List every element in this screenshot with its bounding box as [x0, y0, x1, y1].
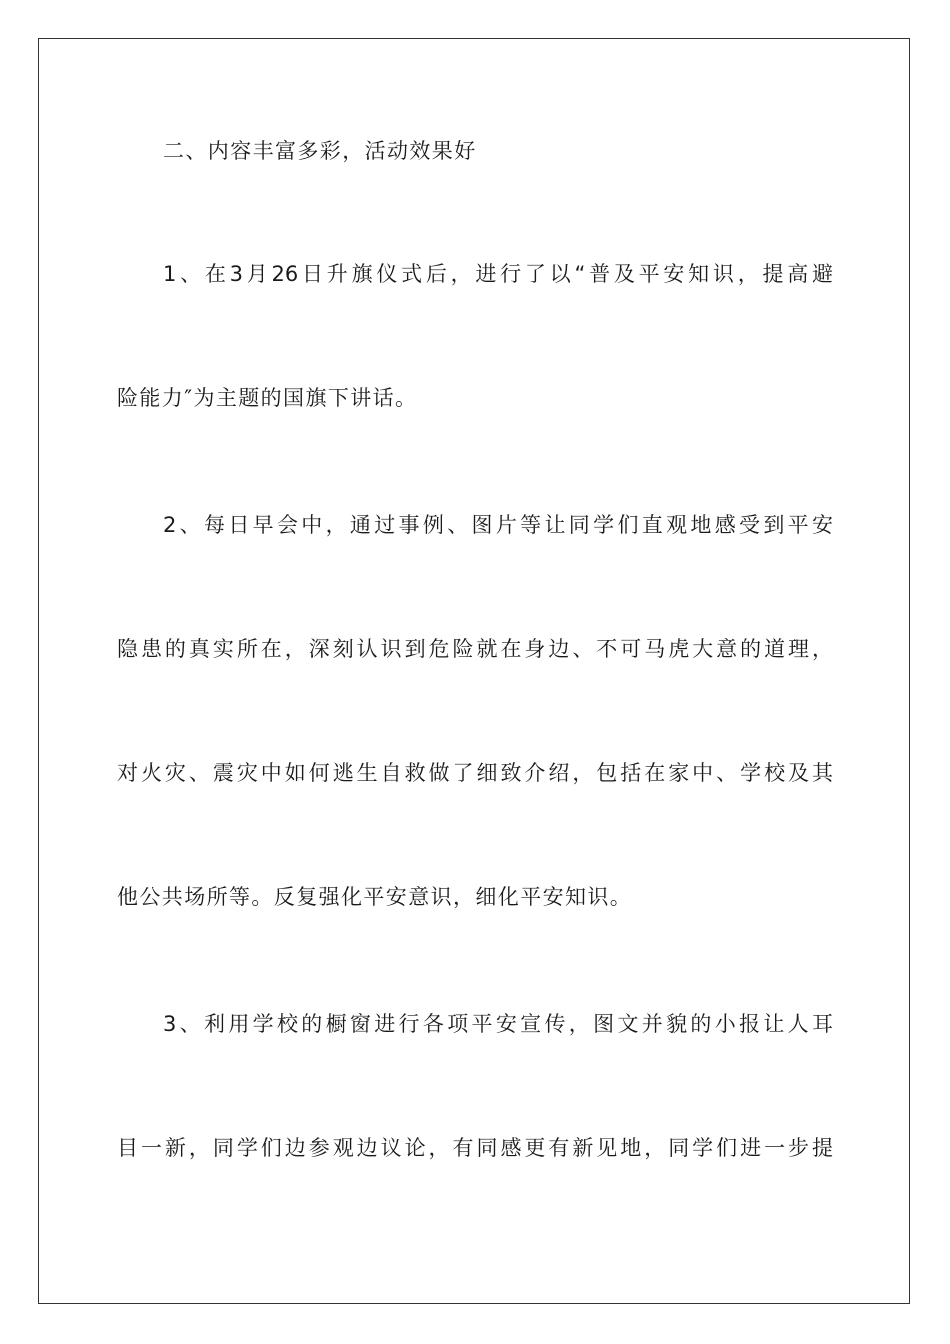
paragraph-2-line-1: 2、每日早会中，通过事例、图片等让同学们直观地感受到平安	[163, 513, 833, 537]
paragraph-1-line-2: 险能力″为主题的国旗下讲话。	[117, 386, 418, 410]
paragraph-3-line-1: 3、利用学校的橱窗进行各项平安宣传，图文并貌的小报让人耳	[163, 1012, 833, 1036]
paragraph-1-line-1: 1、在3月26日升旗仪式后，进行了以“普及平安知识，提高避	[163, 262, 833, 286]
paragraph-2-line-4: 他公共场所等。反复强化平安意识，细化平安知识。	[117, 885, 633, 909]
paragraph-2-line-2: 隐患的真实所在，深刻认识到危险就在身边、不可马虎大意的道理，	[117, 637, 833, 661]
page-frame	[38, 38, 910, 1304]
paragraph-2-line-3: 对火灾、震灾中如何逃生自救做了细致介绍，包括在家中、学校及其	[117, 761, 833, 785]
section-heading: 二、内容丰富多彩，活动效果好	[163, 139, 477, 163]
paragraph-3-line-2: 目一新，同学们边参观边议论，有同感更有新见地，同学们进一步提	[117, 1136, 833, 1160]
